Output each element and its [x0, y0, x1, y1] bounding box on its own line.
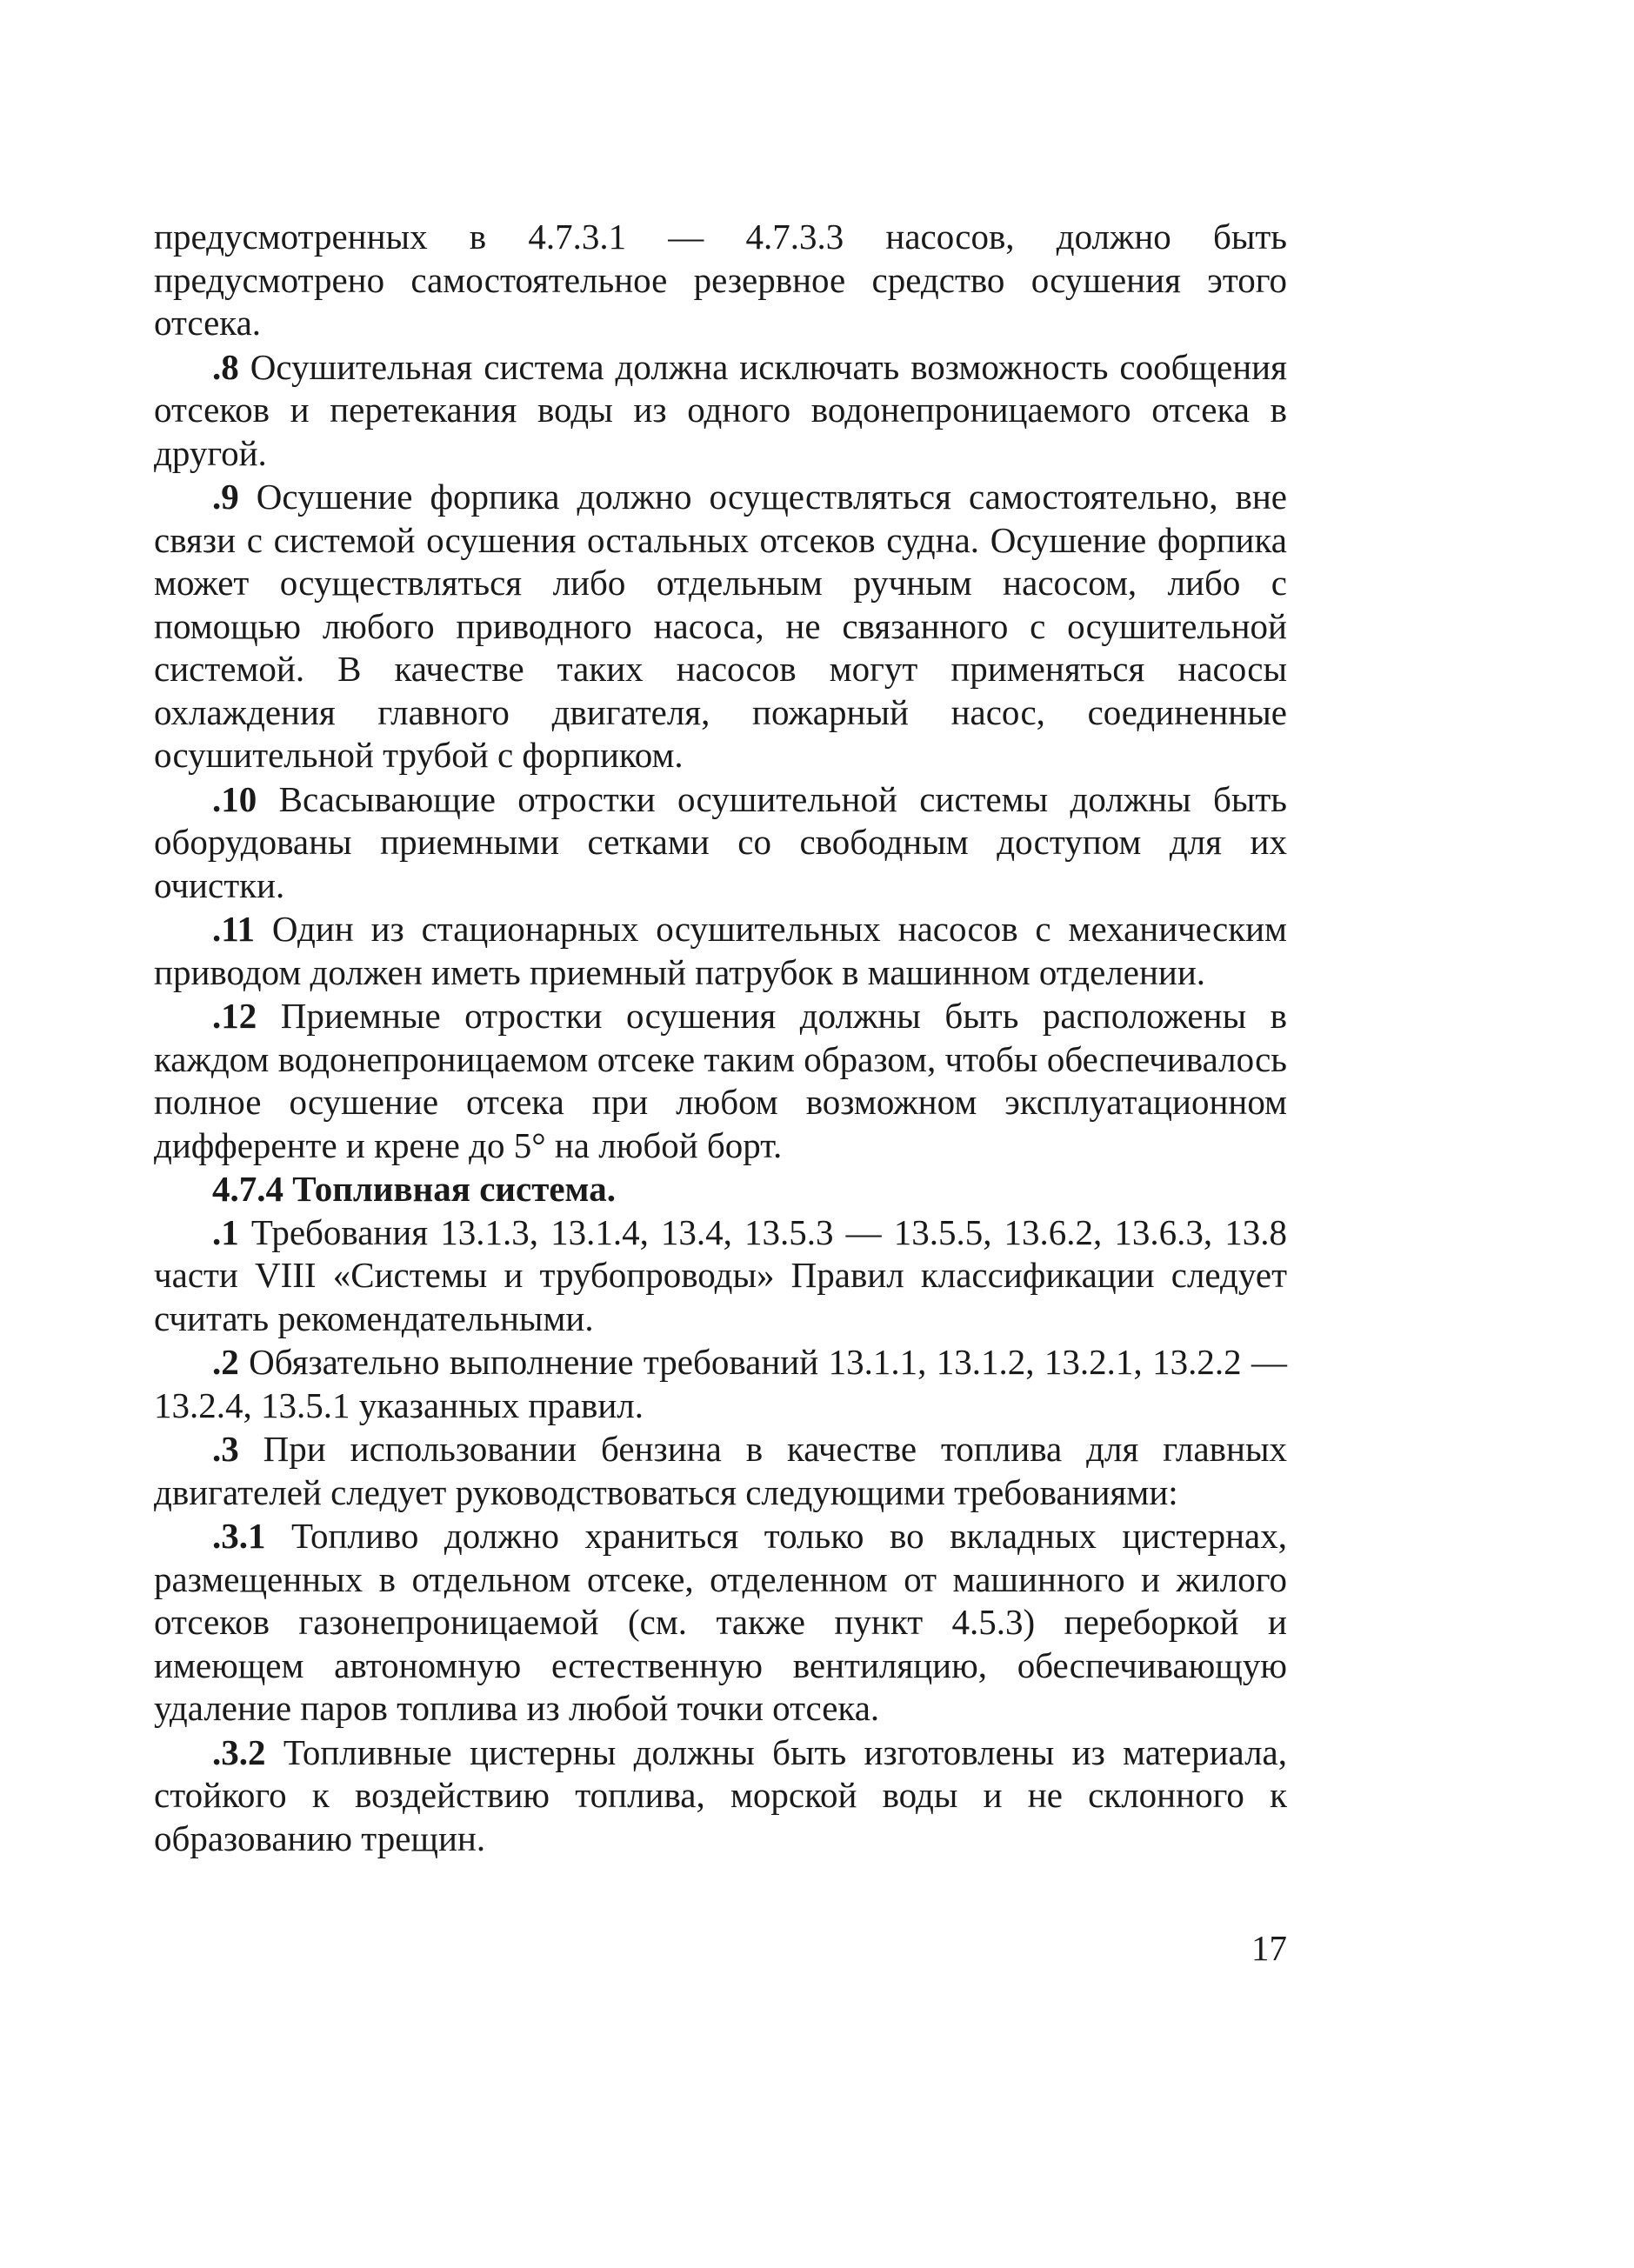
item-number: .10	[212, 778, 257, 819]
paragraph-continuation	[154, 216, 1287, 345]
item-number: .8	[212, 346, 239, 387]
paragraph-item-12	[154, 995, 1287, 1167]
paragraph-text: Всасывающие отростки осушительной системы должны быть оборудованы приемными сетками со свободным доступом для их очистки.	[154, 778, 1287, 905]
item-number: .3.1	[212, 1516, 266, 1556]
paragraph-item-2	[154, 1341, 1287, 1427]
paragraph-text: Обязательно выполнение требований 13.1.1, 13.1.2, 13.2.1, 13.2.2 — 13.2.4, 13.5.1 указанных правил.	[154, 1342, 1287, 1425]
item-number: .1	[212, 1211, 239, 1252]
paragraph-item-3-1	[154, 1515, 1287, 1731]
paragraph-item-8	[154, 346, 1287, 476]
item-number: .11	[212, 909, 255, 949]
paragraph-text: Осушение форпика должно осуществляться самостоятельно, вне связи с системой осушения остальных отсеков судна. Осушение форпика может осуществляться либо отдельным ручным насосом, либо с помощью любого приводного насоса, не связанного с осушительной системой. В качестве таких насосов могут применяться насосы охлаждения главного двигателя, пожарный насос, соединенные осушительной трубой с форпиком.	[154, 477, 1287, 775]
paragraph-text: Приемные отростки осушения должны быть расположены в каждом водонепроницаемом отсеке таким образом, чтобы обеспечивалось полное осушение отсека при любом возможном эксплуатационном дифференте и крене до 5° на любой борт.	[154, 996, 1287, 1165]
section-heading: 4.7.4 Топливная система.	[212, 1169, 616, 1209]
document-page	[154, 216, 1287, 1860]
paragraph-text: Один из стационарных осушительных насосов с механическим приводом должен иметь приемный патрубок в машинном отделении.	[154, 909, 1287, 992]
paragraph-text: Требования 13.1.3, 13.1.4, 13.4, 13.5.3 — 13.5.5, 13.6.2, 13.6.3, 13.8 части VIII «Системы и трубопроводы» Правил классификации следует считать рекомендательными.	[154, 1211, 1287, 1338]
paragraph-text: Топливо должно храниться только во вкладных цистернах, размещенных в отдельном отсеке, отделенном от машинного и жилого отсеков газонепроницаемой (см. также пункт 4.5.3) переборкой и имеющем автономную естественную вентиляцию, обеспечивающую удаление паров топлива из любой точки отсека.	[154, 1516, 1287, 1728]
paragraph-item-10	[154, 778, 1287, 908]
item-number: .2	[212, 1342, 239, 1382]
paragraph-text: предусмотренных в 4.7.3.1 — 4.7.3.3 насосов, должно быть предусмотрено самостоятельное резервное средство осушения этого отсека.	[154, 217, 1287, 343]
paragraph-item-1	[154, 1211, 1287, 1341]
paragraph-text: Осушительная система должна исключать возможность сообщения отсеков и перетекания воды из одного водонепроницаемого отсека в другой.	[154, 346, 1287, 473]
page-number: 17	[1251, 1928, 1287, 1968]
paragraph-text: При использовании бензина в качестве топлива для главных двигателей следует руководствоваться следующими требованиями:	[154, 1429, 1287, 1512]
paragraph-item-9	[154, 476, 1287, 777]
item-number: .12	[212, 996, 257, 1036]
paragraph-item-3	[154, 1428, 1287, 1514]
paragraph-item-11	[154, 908, 1287, 994]
paragraph-text: Топливные цистерны должны быть изготовлены из материала, стойкого к воздействию топлива, морской воды и не склонного к образованию трещин.	[154, 1731, 1287, 1858]
paragraph-item-3-2	[154, 1731, 1287, 1861]
item-number: .9	[212, 477, 239, 517]
item-number: .3.2	[212, 1731, 266, 1772]
item-number: .3	[212, 1429, 239, 1469]
